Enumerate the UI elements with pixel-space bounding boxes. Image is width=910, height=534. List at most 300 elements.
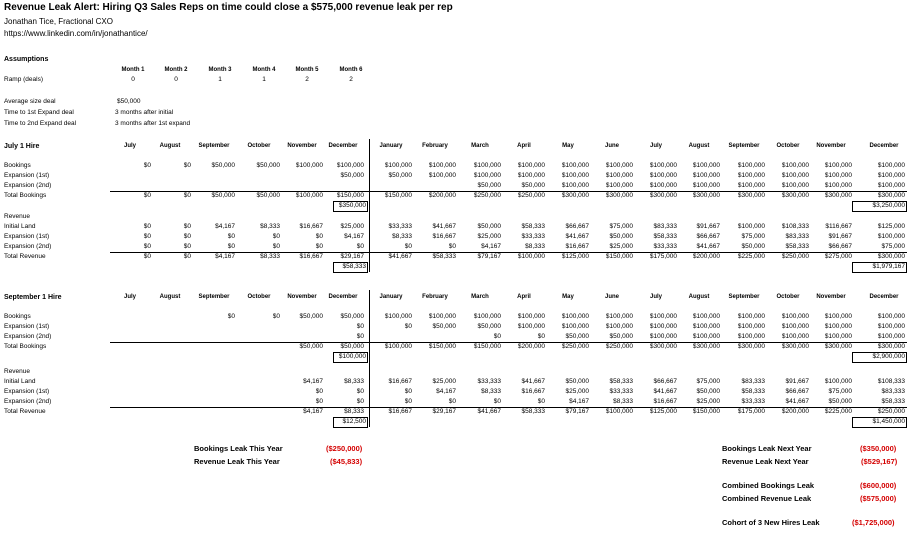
july-revenue-cell: $125,000 — [561, 253, 589, 260]
sept-bookings-cell: $0 — [356, 333, 364, 340]
july-month-header: May — [562, 143, 574, 149]
combined-revenue-leak-value: ($575,000) — [860, 494, 897, 503]
sept-bookings-cell: $100,000 — [692, 323, 720, 330]
ramp-month-header: Month 2 — [164, 67, 188, 73]
july-bookings-cell: $100,000 — [605, 182, 633, 189]
sept-bookings-cell: $300,000 — [649, 343, 677, 350]
july-bookings-cell: $100,000 — [384, 162, 412, 169]
july-revenue-expansion-1st-label: Expansion (1st) — [4, 233, 50, 240]
sept-revenue-total-rule — [110, 407, 907, 408]
july-revenue-cell: $16,667 — [565, 243, 589, 250]
sept-revenue-cell: $0 — [537, 398, 545, 405]
sept-initial-land-label: Initial Land — [4, 378, 36, 385]
sept-bookings-cell: $100,000 — [692, 333, 720, 340]
july-revenue-cell: $8,333 — [260, 253, 280, 260]
july-revenue-cell: $91,667 — [696, 223, 720, 230]
sept-bookings-cell: $100,000 — [737, 313, 765, 320]
combined-bookings-leak-value: ($600,000) — [860, 481, 897, 490]
july-revenue-cell: $58,333 — [785, 243, 809, 250]
july-bookings-cell: $100,000 — [517, 172, 545, 179]
sept-revenue-cell: $100,000 — [605, 408, 633, 415]
july-revenue-cell: $16,667 — [432, 233, 456, 240]
sept-bookings-cell: $50,000 — [432, 323, 456, 330]
sept-revenue-cell: $79,167 — [565, 408, 589, 415]
july-bookings-cell: $50,000 — [211, 192, 235, 199]
combined-bookings-leak-label: Combined Bookings Leak — [722, 481, 815, 490]
july-bookings-cell: $250,000 — [473, 192, 501, 199]
july-revenue-total-y2: $1,979,167 — [872, 263, 905, 270]
july-bookings-cell: $100,000 — [295, 162, 323, 169]
sept-bookings-cell: $100,000 — [781, 323, 809, 330]
sept-bookings-cell: $100,000 — [737, 333, 765, 340]
sept-revenue-cell: $8,333 — [344, 378, 364, 385]
july-bookings-cell: $50,000 — [340, 172, 364, 179]
time-first-expand-value: 3 months after initial — [115, 109, 174, 116]
july-bookings-cell: $100,000 — [824, 172, 852, 179]
july-revenue-cell: $0 — [183, 253, 191, 260]
sept-bookings-cell: $0 — [493, 333, 501, 340]
sept-month-header: June — [604, 294, 619, 300]
sept-revenue-cell: $58,333 — [609, 378, 633, 385]
sept-total-bookings-label: Total Bookings — [4, 343, 47, 350]
july-revenue-cell: $275,000 — [824, 253, 852, 260]
july-bookings-cell: $100,000 — [692, 182, 720, 189]
july-revenue-cell: $0 — [272, 243, 280, 250]
july-revenue-cell: $58,333 — [521, 223, 545, 230]
july-bookings-cell: $300,000 — [561, 192, 589, 199]
july-month-header: August — [688, 143, 710, 149]
july-month-header: November — [287, 143, 317, 149]
cohort-leak-value: ($1,725,000) — [852, 518, 895, 527]
sept-bookings-cell: $100,000 — [605, 323, 633, 330]
july-bookings-cell: $100,000 — [561, 182, 589, 189]
july-revenue-cell: $200,000 — [692, 253, 720, 260]
july-bookings-cell: $0 — [143, 162, 151, 169]
ramp-month-header: Month 4 — [252, 67, 276, 73]
sept-month-header: November — [816, 294, 846, 300]
sept-revenue-cell: $75,000 — [696, 378, 720, 385]
july-revenue-cell: $0 — [143, 253, 151, 260]
sept-bookings-cell: $100,000 — [649, 333, 677, 340]
july-revenue-cell: $116,667 — [825, 223, 852, 230]
ramp-value: 0 — [174, 76, 178, 83]
sept-month-header: July — [123, 294, 136, 300]
sept-expansion-1st-label: Expansion (1st) — [4, 323, 50, 330]
july-bookings-cell: $100,000 — [336, 162, 364, 169]
july-revenue-cell: $100,000 — [877, 233, 905, 240]
sept-bookings-cell: $150,000 — [428, 343, 456, 350]
july-bookings-cell: $100,000 — [781, 162, 809, 169]
july-month-header: August — [159, 143, 181, 149]
july-bookings-cell: $100,000 — [649, 182, 677, 189]
sept-revenue-cell: $58,333 — [741, 388, 765, 395]
july-revenue-cell: $108,333 — [781, 223, 809, 230]
july-bookings-cell: $50,000 — [388, 172, 412, 179]
july-revenue-cell: $33,333 — [388, 223, 412, 230]
july-bookings-cell: $150,000 — [336, 192, 364, 199]
july-revenue-cell: $33,333 — [521, 233, 545, 240]
july-month-header: September — [198, 143, 230, 149]
july-revenue-cell: $4,167 — [344, 233, 364, 240]
july-revenue-cell: $0 — [227, 243, 235, 250]
july-bookings-cell: $100,000 — [428, 172, 456, 179]
sept-expansion-2nd-label: Expansion (2nd) — [4, 333, 52, 340]
july-bookings-cell: $100,000 — [692, 172, 720, 179]
sept-bookings-total-y1: $100,000 — [338, 353, 366, 360]
sept-revenue-cell: $16,667 — [653, 398, 677, 405]
july-revenue-cell: $100,000 — [737, 223, 765, 230]
july-revenue-cell: $29,167 — [340, 253, 364, 260]
sept-bookings-cell: $100,000 — [737, 323, 765, 330]
july-revenue-cell: $25,000 — [340, 223, 364, 230]
july-revenue-title: Revenue — [4, 213, 31, 220]
sept-month-header: August — [159, 294, 181, 300]
july-expansion-2nd-label: Expansion (2nd) — [4, 182, 52, 189]
sept-revenue-total-y2: $1,450,000 — [872, 418, 905, 425]
july-revenue-cell: $66,667 — [696, 233, 720, 240]
july-bookings-cell: $50,000 — [521, 182, 545, 189]
sept-bookings-cell: $100,000 — [517, 323, 545, 330]
sept-revenue-cell: $4,167 — [569, 398, 589, 405]
sept-revenue-cell: $50,000 — [696, 388, 720, 395]
sept-bookings-cell: $50,000 — [340, 313, 364, 320]
july-revenue-cell: $0 — [272, 233, 280, 240]
sept-month-header: April — [517, 294, 531, 300]
september-hire-title: September 1 Hire — [4, 294, 62, 301]
sept-month-header: July — [649, 294, 662, 300]
july-revenue-cell: $0 — [315, 243, 323, 250]
july-revenue-cell: $100,000 — [517, 253, 545, 260]
sept-revenue-cell: $8,333 — [344, 408, 364, 415]
avg-deal-value: $50,000 — [117, 98, 141, 105]
july-bookings-cell: $100,000 — [649, 162, 677, 169]
july-revenue-cell: $300,000 — [877, 253, 905, 260]
july-bookings-cell: $100,000 — [824, 182, 852, 189]
july-month-header: June — [604, 143, 619, 149]
sept-revenue-cell: $41,667 — [785, 398, 809, 405]
sept-revenue-cell: $4,167 — [436, 388, 456, 395]
july-month-header: April — [517, 143, 531, 149]
author-line: Jonathan Tice, Fractional CXO — [4, 17, 113, 26]
sept-bookings-cell: $300,000 — [781, 343, 809, 350]
sept-month-header: November — [287, 294, 317, 300]
sept-month-header: February — [422, 294, 448, 300]
july-month-header: December — [328, 143, 358, 149]
sept-revenue-cell: $16,667 — [388, 408, 412, 415]
sept-revenue-cell: $50,000 — [565, 378, 589, 385]
july-bookings-cell: $100,000 — [781, 172, 809, 179]
time-second-expand-value: 3 months after 1st expand — [115, 120, 191, 127]
sept-bookings-total-y2: $2,900,000 — [872, 353, 905, 360]
sept-revenue-cell: $58,333 — [881, 398, 905, 405]
bookings-leak-this-year-label: Bookings Leak This Year — [194, 444, 283, 453]
sept-year-divider — [369, 290, 370, 427]
sept-month-header: August — [688, 294, 710, 300]
july-revenue-expansion-2nd-label: Expansion (2nd) — [4, 243, 52, 250]
sept-revenue-cell: $0 — [493, 398, 501, 405]
july-bookings-cell: $100,000 — [517, 162, 545, 169]
sept-revenue-cell: $41,667 — [477, 408, 501, 415]
sept-bookings-cell: $0 — [537, 333, 545, 340]
sept-revenue-title: Revenue — [4, 368, 31, 375]
ramp-value: 0 — [131, 76, 135, 83]
sept-revenue-cell: $100,000 — [824, 378, 852, 385]
time-second-expand-label: Time to 2nd Expand deal — [4, 120, 77, 127]
july-month-header: July — [649, 143, 662, 149]
july-revenue-cell: $41,667 — [696, 243, 720, 250]
july-month-header: December — [869, 143, 899, 149]
sept-bookings-cell: $100,000 — [824, 313, 852, 320]
sept-revenue-cell: $66,667 — [653, 378, 677, 385]
july-bookings-cell: $100,000 — [605, 162, 633, 169]
sept-revenue-cell: $91,667 — [785, 378, 809, 385]
sept-bookings-cell: $100,000 — [561, 313, 589, 320]
july-revenue-cell: $50,000 — [741, 243, 765, 250]
sept-bookings-cell: $300,000 — [877, 343, 905, 350]
sept-bookings-cell: $100,000 — [781, 333, 809, 340]
july-revenue-cell: $66,667 — [565, 223, 589, 230]
july-bookings-cell: $100,000 — [877, 182, 905, 189]
avg-deal-label: Average size deal — [4, 98, 56, 105]
july-revenue-cell: $0 — [143, 223, 151, 230]
july-revenue-total-y1: $58,333 — [342, 263, 366, 270]
july-bookings-cell: $100,000 — [473, 172, 501, 179]
july-bookings-total-y2: $3,250,000 — [872, 202, 905, 209]
sept-month-header: September — [728, 294, 760, 300]
july-bookings-cell: $300,000 — [781, 192, 809, 199]
july-revenue-cell: $8,333 — [525, 243, 545, 250]
july-revenue-cell: $0 — [143, 243, 151, 250]
july-month-header: July — [123, 143, 136, 149]
sept-bookings-cell: $100,000 — [561, 323, 589, 330]
july-bookings-cell: $100,000 — [824, 162, 852, 169]
linkedin-url[interactable]: https://www.linkedin.com/in/jonathantice/ — [4, 29, 148, 38]
july-revenue-cell: $58,333 — [653, 233, 677, 240]
july-month-header: October — [247, 143, 271, 149]
sept-revenue-cell: $0 — [404, 388, 412, 395]
sept-revenue-cell: $83,333 — [741, 378, 765, 385]
sept-revenue-cell: $250,000 — [877, 408, 905, 415]
sept-bookings-cell: $100,000 — [517, 313, 545, 320]
july-revenue-cell: $50,000 — [609, 233, 633, 240]
combined-revenue-leak-label: Combined Revenue Leak — [722, 494, 812, 503]
july-revenue-cell: $4,167 — [215, 223, 235, 230]
bookings-leak-next-year-label: Bookings Leak Next Year — [722, 444, 812, 453]
july-revenue-cell: $0 — [315, 233, 323, 240]
july-revenue-cell: $16,667 — [299, 253, 323, 260]
sept-revenue-cell: $225,000 — [824, 408, 852, 415]
sept-bookings-cell: $100,000 — [384, 343, 412, 350]
july-revenue-cell: $0 — [356, 243, 364, 250]
july-year-divider — [369, 139, 370, 272]
july-revenue-cell: $75,000 — [881, 243, 905, 250]
july-revenue-cell: $79,167 — [477, 253, 501, 260]
sept-revenue-cell: $0 — [356, 388, 364, 395]
july-bookings-cell: $100,000 — [473, 162, 501, 169]
sept-revenue-cell: $58,333 — [521, 408, 545, 415]
july-revenue-cell: $33,333 — [653, 243, 677, 250]
sept-bookings-cell: $50,000 — [299, 343, 323, 350]
time-first-expand-label: Time to 1st Expand deal — [4, 109, 74, 116]
ramp-value: 2 — [305, 76, 309, 83]
sept-bookings-cell: $300,000 — [692, 343, 720, 350]
july-revenue-cell: $8,333 — [260, 223, 280, 230]
sept-month-header: October — [776, 294, 800, 300]
july-revenue-cell: $175,000 — [649, 253, 677, 260]
report-title: Revenue Leak Alert: Hiring Q3 Sales Reps on time could close a $575,000 revenue leak per rep — [4, 2, 453, 13]
sept-bookings-cell: $100,000 — [877, 333, 905, 340]
sept-revenue-cell: $0 — [356, 398, 364, 405]
july-revenue-cell: $16,667 — [299, 223, 323, 230]
july-revenue-cell: $8,333 — [392, 233, 412, 240]
july-bookings-cell: $300,000 — [605, 192, 633, 199]
july-bookings-cell: $100,000 — [649, 172, 677, 179]
july-revenue-cell: $4,167 — [215, 253, 235, 260]
july-total-revenue-label: Total Revenue — [4, 253, 46, 260]
sept-bookings-cell: $50,000 — [565, 333, 589, 340]
july-revenue-cell: $41,667 — [432, 223, 456, 230]
sept-revenue-cell: $25,000 — [432, 378, 456, 385]
july-revenue-cell: $75,000 — [609, 223, 633, 230]
sept-revenue-expansion-1st-label: Expansion (1st) — [4, 388, 50, 395]
july-revenue-cell: $25,000 — [609, 243, 633, 250]
july-bookings-cell: $0 — [183, 192, 191, 199]
sept-bookings-total-rule — [110, 342, 907, 343]
sept-month-header: December — [328, 294, 358, 300]
sept-bookings-cell: $100,000 — [692, 313, 720, 320]
ramp-label: Ramp (deals) — [4, 76, 44, 83]
sept-bookings-cell: $0 — [227, 313, 235, 320]
july-revenue-cell: $83,333 — [785, 233, 809, 240]
sept-month-header: January — [379, 294, 403, 300]
sept-revenue-cell: $25,000 — [696, 398, 720, 405]
sept-revenue-cell: $33,333 — [609, 388, 633, 395]
july-revenue-cell: $250,000 — [781, 253, 809, 260]
july-bookings-cell: $50,000 — [256, 162, 280, 169]
july-bookings-total-rule — [110, 191, 907, 192]
sept-revenue-cell: $0 — [315, 398, 323, 405]
revenue-leak-next-year-value: ($529,167) — [861, 457, 898, 466]
july-initial-land-label: Initial Land — [4, 223, 36, 230]
sept-bookings-cell: $200,000 — [517, 343, 545, 350]
july-bookings-cell: $100,000 — [877, 162, 905, 169]
july-revenue-cell: $0 — [404, 243, 412, 250]
july-bookings-cell: $300,000 — [824, 192, 852, 199]
revenue-leak-this-year-label: Revenue Leak This Year — [194, 457, 280, 466]
july-bookings-cell: $100,000 — [737, 182, 765, 189]
sept-revenue-cell: $50,000 — [828, 398, 852, 405]
july-bookings-cell: $100,000 — [605, 172, 633, 179]
sept-revenue-cell: $33,333 — [477, 378, 501, 385]
july-revenue-cell: $4,167 — [481, 243, 501, 250]
sept-bookings-cell: $100,000 — [384, 313, 412, 320]
sept-bookings-cell: $50,000 — [609, 333, 633, 340]
july-bookings-cell: $300,000 — [649, 192, 677, 199]
july-revenue-cell: $91,667 — [828, 233, 852, 240]
sept-bookings-cell: $100,000 — [428, 313, 456, 320]
july-revenue-cell: $83,333 — [653, 223, 677, 230]
july-month-header: September — [728, 143, 760, 149]
july-bookings-cell: $100,000 — [737, 172, 765, 179]
july-revenue-cell: $0 — [143, 233, 151, 240]
sept-bookings-cell: $50,000 — [477, 323, 501, 330]
july-revenue-total-rule — [110, 252, 907, 253]
ramp-value: 1 — [262, 76, 266, 83]
july-bookings-cell: $300,000 — [737, 192, 765, 199]
july-bookings-cell: $250,000 — [517, 192, 545, 199]
sept-bookings-cell: $300,000 — [737, 343, 765, 350]
sept-revenue-cell: $29,167 — [432, 408, 456, 415]
july-bookings-cell: $50,000 — [256, 192, 280, 199]
sept-bookings-cell: $100,000 — [824, 333, 852, 340]
sept-revenue-cell: $16,667 — [521, 388, 545, 395]
july-bookings-cell: $0 — [183, 162, 191, 169]
july-revenue-cell: $0 — [227, 233, 235, 240]
july-month-header: March — [471, 143, 489, 149]
july-revenue-cell: $41,667 — [388, 253, 412, 260]
sept-revenue-cell: $83,333 — [881, 388, 905, 395]
july-expansion-1st-label: Expansion (1st) — [4, 172, 50, 179]
sept-revenue-cell: $41,667 — [521, 378, 545, 385]
sept-revenue-cell: $0 — [448, 398, 456, 405]
july-revenue-cell: $0 — [183, 243, 191, 250]
july-bookings-cell: $100,000 — [781, 182, 809, 189]
sept-bookings-cell: $150,000 — [473, 343, 501, 350]
july-revenue-cell: $150,000 — [605, 253, 633, 260]
ramp-month-header: Month 6 — [339, 67, 363, 73]
sept-revenue-cell: $108,333 — [877, 378, 905, 385]
assumptions-title: Assumptions — [4, 56, 49, 63]
july-bookings-cell: $150,000 — [384, 192, 412, 199]
sept-bookings-cell: $100,000 — [605, 313, 633, 320]
sept-revenue-cell: $4,167 — [303, 408, 323, 415]
sept-revenue-cell: $41,667 — [653, 388, 677, 395]
sept-month-header: May — [562, 294, 574, 300]
revenue-leak-this-year-value: ($45,833) — [330, 457, 363, 466]
sept-bookings-cell: $0 — [404, 323, 412, 330]
sept-revenue-cell: $8,333 — [613, 398, 633, 405]
july-bookings-cell: $200,000 — [428, 192, 456, 199]
july-bookings-cell: $100,000 — [561, 162, 589, 169]
sept-month-header: December — [869, 294, 899, 300]
july-bookings-cell: $100,000 — [428, 162, 456, 169]
sept-bookings-cell: $100,000 — [781, 313, 809, 320]
sept-revenue-cell: $0 — [315, 388, 323, 395]
sept-bookings-cell: $100,000 — [473, 313, 501, 320]
sept-month-header: September — [198, 294, 230, 300]
sept-bookings-cell: $100,000 — [649, 323, 677, 330]
sept-revenue-cell: $0 — [404, 398, 412, 405]
sept-revenue-cell: $8,333 — [481, 388, 501, 395]
july-revenue-cell: $0 — [448, 243, 456, 250]
sept-bookings-cell: $50,000 — [299, 313, 323, 320]
sept-revenue-total-y1: $12,500 — [342, 418, 366, 425]
july-revenue-cell: $66,667 — [828, 243, 852, 250]
july-revenue-cell: $50,000 — [477, 223, 501, 230]
july-revenue-cell: $58,333 — [432, 253, 456, 260]
ramp-month-header: Month 3 — [208, 67, 232, 73]
july-bookings-cell: $300,000 — [692, 192, 720, 199]
sept-revenue-cell: $175,000 — [737, 408, 765, 415]
july-revenue-cell: $0 — [183, 233, 191, 240]
sept-revenue-cell: $75,000 — [828, 388, 852, 395]
sept-bookings-cell: $300,000 — [824, 343, 852, 350]
ramp-value: 2 — [349, 76, 353, 83]
sept-bookings-cell: $100,000 — [649, 313, 677, 320]
ramp-value: 1 — [218, 76, 222, 83]
july-bookings-cell: $100,000 — [561, 172, 589, 179]
revenue-leak-next-year-label: Revenue Leak Next Year — [722, 457, 809, 466]
